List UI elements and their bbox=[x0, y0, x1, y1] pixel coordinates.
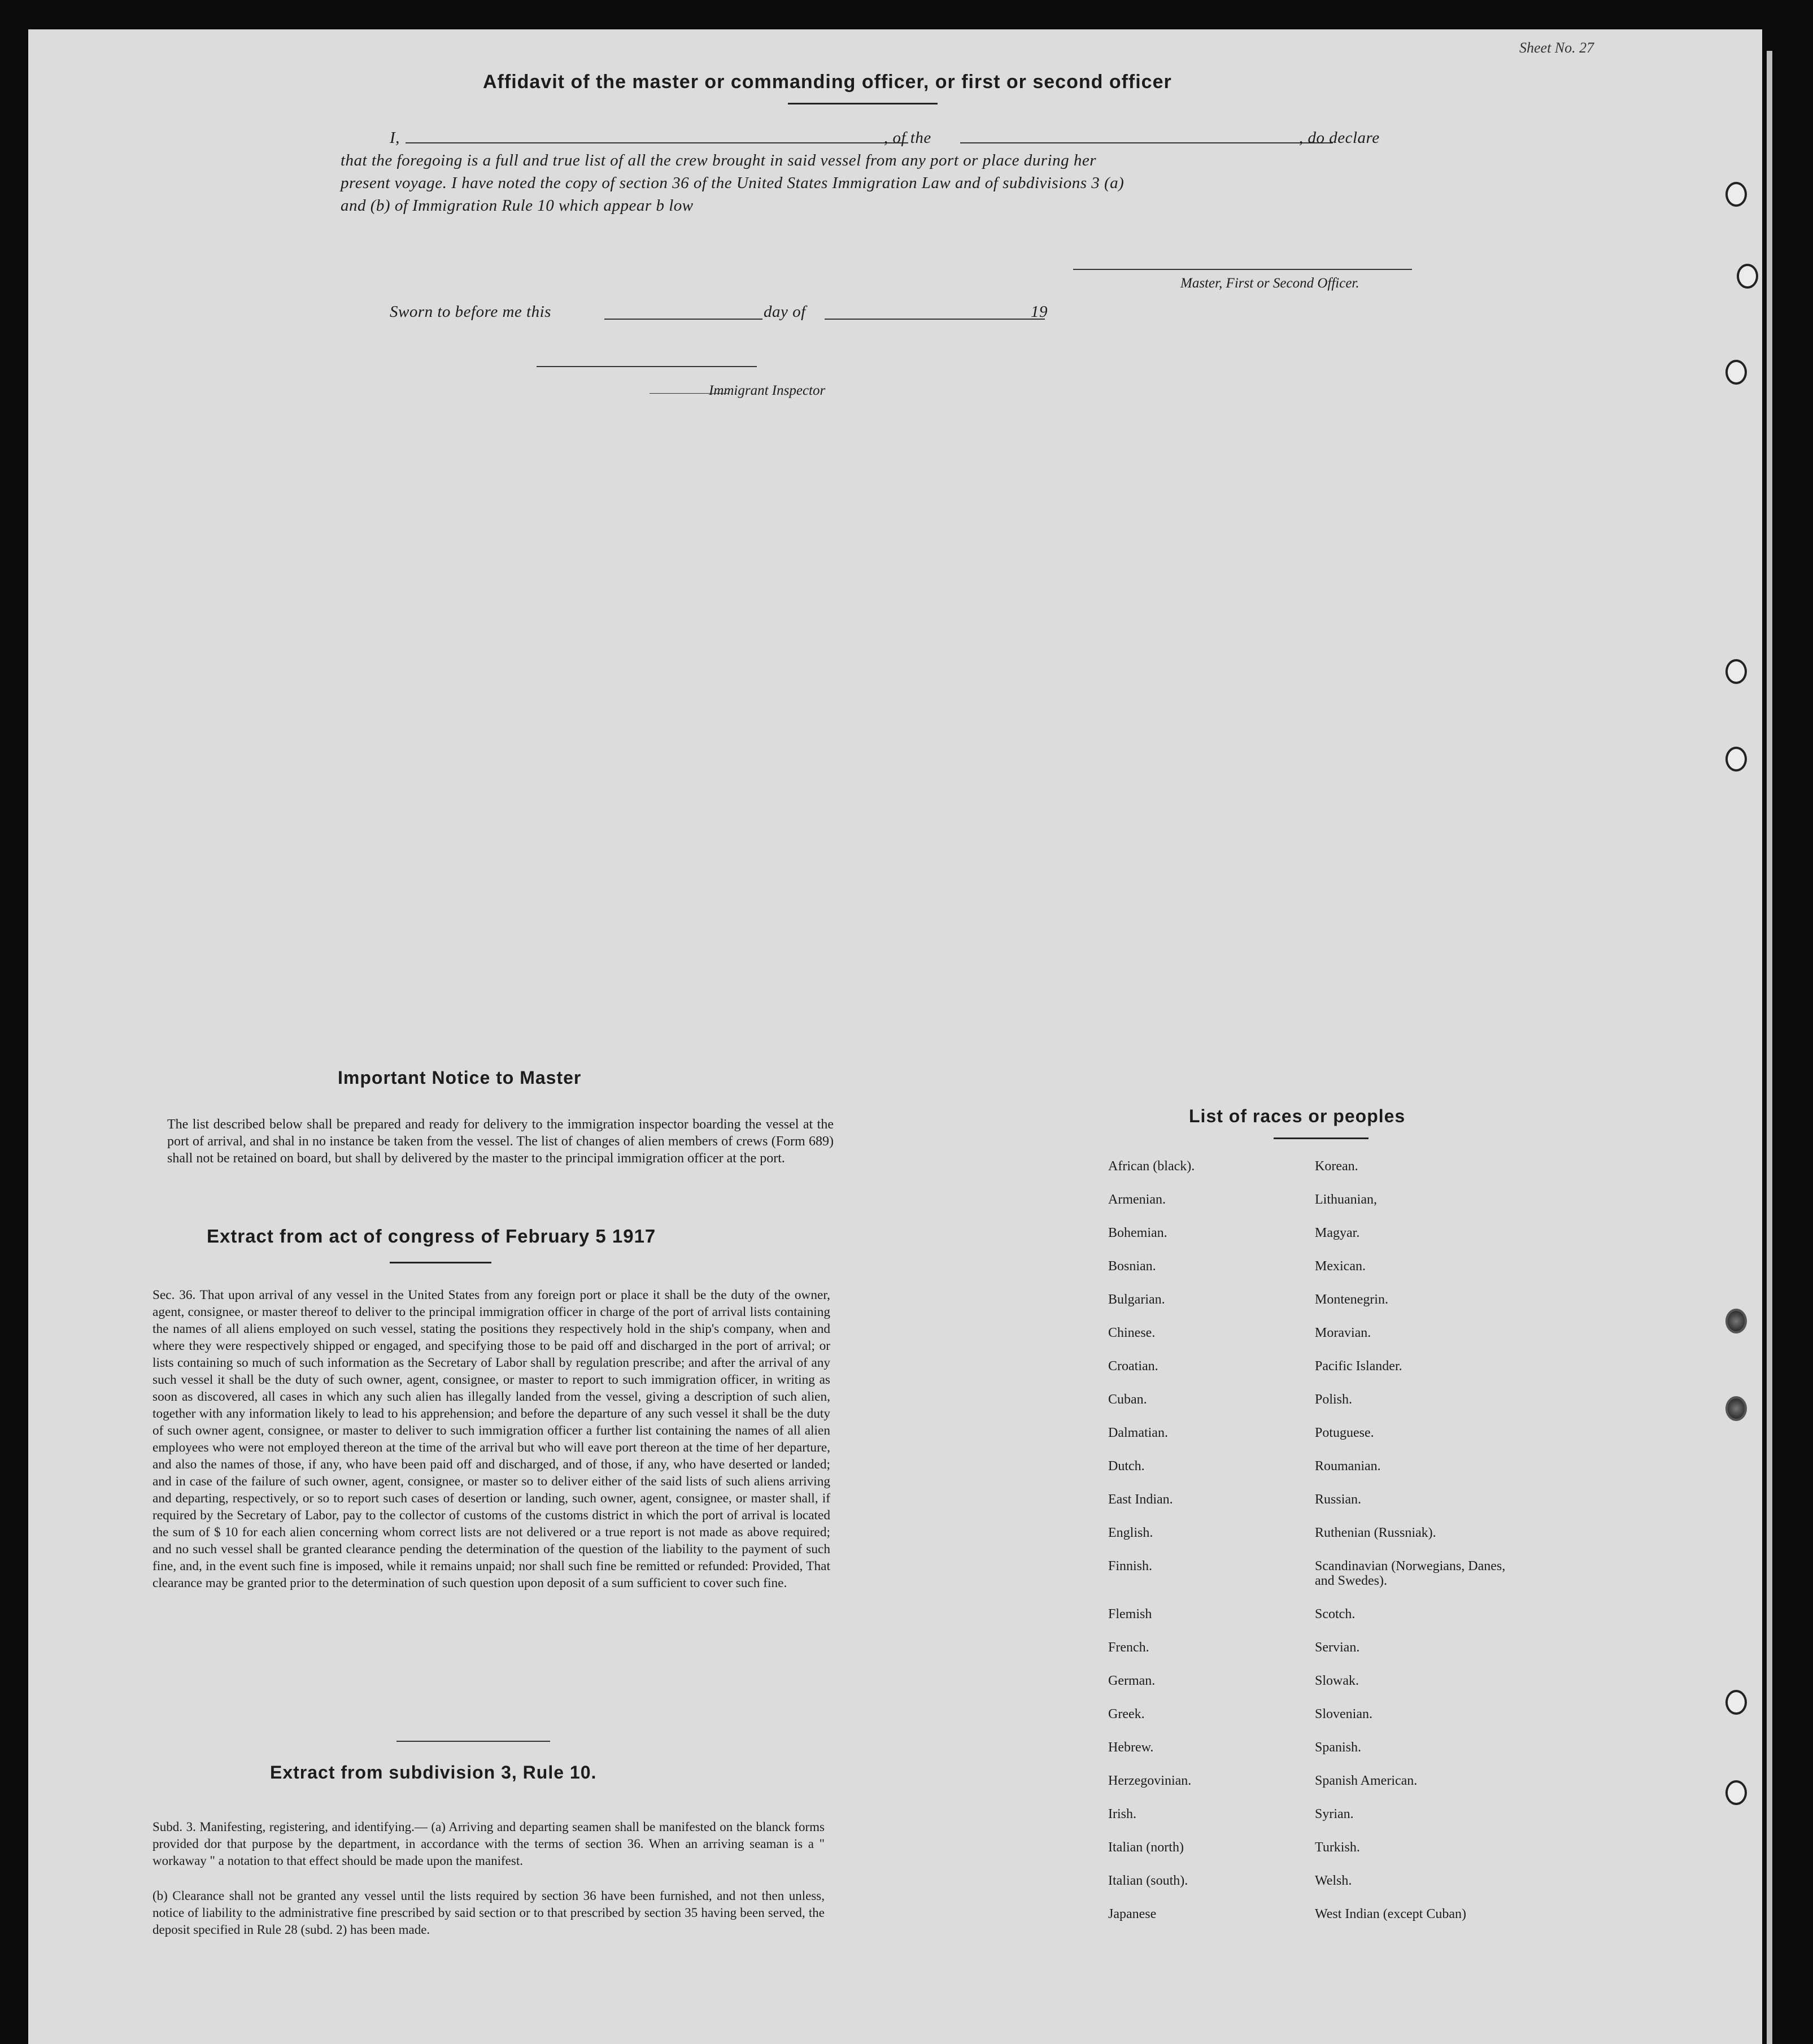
sworn-day-blank bbox=[604, 319, 762, 320]
notice-body: The list described below shall be prepared and ready for delivery to the immigration inspector boarding the vessel at the port of arrival, and shal in no instance be taken from the vessel. The list of changes of alien members of crews (Form 689) shall not be retained on board, but shall by delivered by the master to the principal immigration officer at the port. bbox=[167, 1117, 834, 1166]
race-item: Bosnian. bbox=[1108, 1259, 1156, 1274]
inspector-label: Immigrant Inspector bbox=[709, 383, 826, 398]
affidavit-line-3: present voyage. I have noted the copy of section 36 of the United States Immigration Law and of subdivisions 3 (a) bbox=[341, 174, 1125, 192]
act-title: Extract from act of congress of February 5 1917 bbox=[207, 1226, 656, 1247]
race-item: African (black). bbox=[1108, 1159, 1195, 1174]
rule-title: Extract from subdivision 3, Rule 10. bbox=[270, 1762, 597, 1782]
race-item: Bohemian. bbox=[1108, 1226, 1167, 1240]
punch-hole-icon bbox=[1737, 264, 1758, 289]
race-item: Servian. bbox=[1315, 1640, 1360, 1655]
punch-hole-icon bbox=[1725, 1396, 1747, 1421]
race-item: Bulgarian. bbox=[1108, 1292, 1165, 1307]
race-item: Mexican. bbox=[1315, 1259, 1366, 1274]
race-item: Turkish. bbox=[1315, 1840, 1360, 1855]
affidavit-do-declare: , do declare bbox=[1299, 129, 1380, 147]
name-blank bbox=[406, 142, 908, 143]
race-item: Herzegovinian. bbox=[1108, 1773, 1192, 1788]
race-item: Russian. bbox=[1315, 1492, 1362, 1507]
manifest-page bbox=[28, 29, 1762, 2044]
sworn-year: 19 bbox=[1031, 303, 1048, 321]
notice-title: Important Notice to Master bbox=[338, 1067, 582, 1088]
race-item: Slowak. bbox=[1315, 1673, 1359, 1688]
races-right-column bbox=[1315, 1159, 1518, 1940]
race-item: Irish. bbox=[1108, 1807, 1136, 1821]
race-item: West Indian (except Cuban) bbox=[1315, 1907, 1466, 1921]
punch-hole-icon bbox=[1725, 360, 1747, 385]
race-item: Potuguese. bbox=[1315, 1426, 1374, 1440]
race-item: Roumanian. bbox=[1315, 1459, 1381, 1474]
act-body: Sec. 36. That upon arrival of any vessel in the United States from any foreign port or place it shall be the duty of the owner, agent, consignee, or master thereof to deliver to the principal immigration officer in charge of the port of arrival lists containing the names of all aliens employed on such vessel, stating the positions they respectively hold in the ship's company, when and where they were respectively shipped or engaged, and specifying those to be paid off and discharged in the port of arrival; or lists containing so much of such information as the Secretary of Labor shall by regulation prescribe; and after the arrival of any such vessel it shall be the duty of such owner, agent, consignee, or master to report to such immigration officer, in writing as soon as discovered, all cases in which any such alien has illegally landed from the vessel, giving a description of such alien, together with any information likely to lead to his apprehension; and before the departure of any such vessel it shall be the duty of such owner agent, consignee, or master to deliver to such immigration officer a further list containing the names of all alien employees who were not employed thereon at the time of the arrival but who will eave port thereon at the time of her departure, and also the names of those, if any, who have been paid off and discharged, and of those, if any, who have deserted or landed; and in case of the failure of such owner, agent, consignee, or master so to deliver either of the said lists of such aliens arriving and departing, respectively, or so to report such cases of desertion or landing, such owner, agent, consignee, or master shall, if required by the Secretary of Labor, pay to the collector of customs of the customs district in which the port of arrival is located the sum of $ 10 for each alien concerning whom correct lists are not delivered or a true report is not made as above required; and no such vessel shall be granted clearance pending the determination of the question of the liability to the payment of such fine, and, in the event such fine is imposed, while it remains unpaid; nor shall such fine be remitted or refunded: Provided, That clearance may be granted prior to the determination of such question upon deposit of a sum sufficient to cover such fine. bbox=[152, 1288, 830, 1590]
rule-para-a: Subd. 3. Manifesting, registering, and identifying.— (a) Arriving and departing seamen shall be manifested on the blanck forms provided dor that purpose by the department, in accordance with the terms of section 36. When an arriving seaman is a " workaway " a notation to that effect should be made upon the manifest. bbox=[152, 1820, 825, 1868]
race-item: Cuban. bbox=[1108, 1392, 1147, 1407]
race-item: Welsh. bbox=[1315, 1873, 1352, 1888]
sheet-number: Sheet No. 27 bbox=[1519, 40, 1594, 56]
race-item: German. bbox=[1108, 1673, 1156, 1688]
race-item: Korean. bbox=[1315, 1159, 1358, 1174]
affidavit-title-rule bbox=[788, 103, 938, 104]
race-item: Syrian. bbox=[1315, 1807, 1354, 1821]
punch-hole-icon bbox=[1725, 1690, 1747, 1715]
race-item: Ruthenian (Russniak). bbox=[1315, 1526, 1436, 1540]
race-item: Dutch. bbox=[1108, 1459, 1145, 1474]
races-title: List of races or peoples bbox=[1189, 1106, 1406, 1126]
race-item: Finnish. bbox=[1108, 1559, 1153, 1574]
affidavit-line-2: that the foregoing is a full and true list of all the crew brought in said vessel from any port or place during her bbox=[341, 151, 1096, 169]
race-item: Spanish American. bbox=[1315, 1773, 1418, 1788]
race-item: Polish. bbox=[1315, 1392, 1353, 1407]
race-item: Italian (north) bbox=[1108, 1840, 1184, 1855]
race-item: Magyar. bbox=[1315, 1226, 1360, 1240]
act-end-rule bbox=[396, 1741, 550, 1742]
races-left-column bbox=[1108, 1159, 1195, 1940]
sworn-month-blank bbox=[825, 319, 1045, 320]
race-item: Scotch. bbox=[1315, 1607, 1356, 1622]
race-item: Armenian. bbox=[1108, 1192, 1166, 1207]
race-item: Flemish bbox=[1108, 1607, 1152, 1622]
race-item: Montenegrin. bbox=[1315, 1292, 1388, 1307]
punch-hole-icon bbox=[1725, 182, 1747, 207]
page-edge bbox=[1767, 51, 1772, 2044]
race-item: Scandinavian (Norwegians, Danes, and Swedes). bbox=[1315, 1559, 1506, 1588]
race-item: Slovenian. bbox=[1315, 1707, 1372, 1722]
races-title-rule bbox=[1274, 1138, 1369, 1139]
sworn-prefix: Sworn to before me this bbox=[390, 303, 551, 321]
punch-hole-icon bbox=[1725, 747, 1747, 772]
sworn-day-of: day of bbox=[764, 303, 806, 321]
race-item: French. bbox=[1108, 1640, 1149, 1655]
race-item: English. bbox=[1108, 1526, 1153, 1540]
affidavit-of-the: , of the bbox=[884, 129, 931, 147]
race-item: Pacific Islander. bbox=[1315, 1359, 1402, 1374]
race-item: Croatian. bbox=[1108, 1359, 1158, 1374]
punch-hole-icon bbox=[1725, 1780, 1747, 1805]
rule-para-b: (b) Clearance shall not be granted any vessel until the lists required by section 36 have been furnished, and not then unless, notice of liability to the administrative fine prescribed by said section or to that prescribed by section 35 having been served, the deposit specified in Rule 28 (subd. 2) has been made. bbox=[152, 1889, 825, 1937]
race-item: East Indian. bbox=[1108, 1492, 1173, 1507]
race-item: Chinese. bbox=[1108, 1326, 1156, 1340]
inspector-signature-blank bbox=[537, 366, 757, 367]
act-title-rule bbox=[390, 1262, 491, 1263]
race-item: Lithuanian, bbox=[1315, 1192, 1377, 1207]
race-item: Spanish. bbox=[1315, 1740, 1362, 1755]
affidavit-title: Affidavit of the master or commanding officer, or first or second officer bbox=[483, 71, 1172, 93]
affidavit-line-4: and (b) of Immigration Rule 10 which appear b low bbox=[341, 197, 694, 215]
race-item: Greek. bbox=[1108, 1707, 1145, 1722]
punch-hole-icon bbox=[1725, 1309, 1747, 1333]
race-item: Japanese bbox=[1108, 1907, 1157, 1921]
signature-blank bbox=[1073, 269, 1412, 270]
affidavit-line-i: I, bbox=[390, 129, 400, 147]
race-item: Moravian. bbox=[1315, 1326, 1371, 1340]
race-item: Hebrew. bbox=[1108, 1740, 1154, 1755]
signature-label: Master, First or Second Officer. bbox=[1180, 276, 1359, 291]
punch-hole-icon bbox=[1725, 659, 1747, 684]
race-item: Italian (south). bbox=[1108, 1873, 1188, 1888]
race-item: Dalmatian. bbox=[1108, 1426, 1168, 1440]
vessel-blank bbox=[960, 142, 1333, 143]
